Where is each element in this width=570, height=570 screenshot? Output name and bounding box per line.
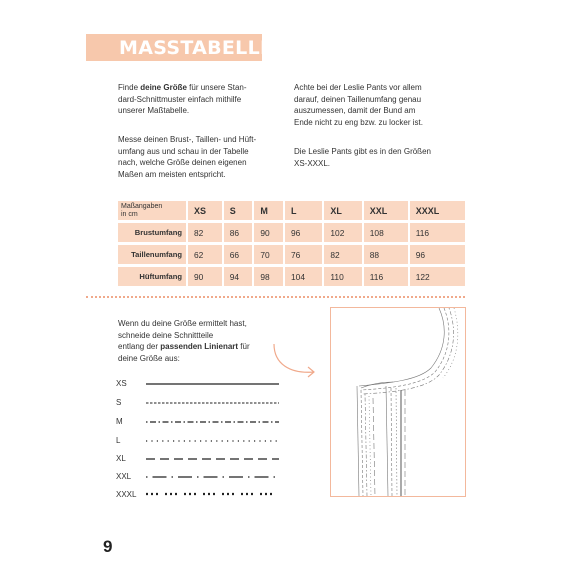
size-header-s: S	[224, 201, 253, 220]
table-row	[118, 245, 465, 264]
table-cell: 94	[224, 267, 253, 286]
table-cell: 116	[364, 267, 408, 286]
text-line: Achte bei der Leslie Pants vor allem	[294, 83, 422, 92]
text-line: Wenn du deine Größe ermittelt hast,	[118, 319, 247, 328]
table-cell: 98	[254, 267, 283, 286]
legend-label-xxl: XXL	[116, 472, 132, 481]
text-line: umfang aus und schau in der Tabelle	[118, 146, 249, 156]
line-sample-solid	[146, 380, 281, 388]
text-run: entlang der	[118, 342, 161, 352]
bold-text: deine Größe	[140, 83, 187, 92]
corner-unit: in cm	[121, 210, 138, 218]
text-line: deine Größe aus:	[118, 353, 180, 363]
intro-right-paragraph-2	[294, 146, 431, 169]
pattern-illustration-frame	[330, 307, 466, 497]
table-cell: 82	[324, 245, 361, 264]
text-line: Die Leslie Pants gibt es in den Größen	[294, 147, 431, 156]
table-cell: 102	[324, 223, 361, 242]
size-header-l: L	[285, 201, 322, 220]
table-header-row	[118, 201, 465, 220]
table-cell: 108	[364, 223, 408, 242]
text-run: für	[238, 342, 250, 352]
table-cell: 82	[188, 223, 222, 242]
size-header-xxxl: XXXL	[410, 201, 465, 220]
table-cell: 76	[285, 245, 322, 264]
table-cell: 110	[324, 267, 361, 286]
size-table	[116, 198, 467, 289]
line-sample-bold-dot-dash	[146, 490, 281, 498]
table-cell: 88	[364, 245, 408, 264]
table-cell: 62	[188, 245, 222, 264]
table-corner-cell	[118, 201, 186, 220]
legend-label-m: M	[116, 417, 123, 426]
text-line: schneide deine Schnittteile	[118, 330, 214, 340]
row-label-bust: Brustumfang	[118, 223, 186, 242]
row-label-hip: Hüftumfang	[118, 267, 186, 286]
line-sample-dashed-long	[146, 455, 281, 463]
table-row	[118, 267, 465, 286]
legend-label-l: L	[116, 436, 121, 445]
text-line: Maßen am meisten entspricht.	[118, 169, 226, 179]
table-cell: 70	[254, 245, 283, 264]
curved-arrow-icon	[268, 340, 324, 382]
table-cell: 90	[188, 267, 222, 286]
table-cell: 96	[410, 245, 465, 264]
text-line: XS-XXXL.	[294, 158, 331, 168]
text-line: darauf, deinen Taillenumfang genau	[294, 94, 422, 104]
text-line: unserer Maßtabelle.	[118, 106, 190, 116]
legend-label-xs: XS	[116, 379, 127, 388]
intro-right-paragraph-1	[294, 82, 423, 128]
corner-label: Maßangaben	[121, 202, 163, 210]
legend-label-s: S	[116, 398, 122, 407]
row-label-waist: Taillenumfang	[118, 245, 186, 264]
text-line: Ende nicht zu eng bzw. zu locker ist.	[294, 117, 423, 127]
line-sample-dash-dot	[146, 418, 281, 426]
table-cell: 116	[410, 223, 465, 242]
pants-pattern-illustration	[331, 308, 465, 496]
page-title: MASSTABELLE	[119, 37, 274, 59]
text-line: Messe deinen Brust-, Taillen- und Hüft-	[118, 135, 257, 144]
intro-left-paragraph-1	[118, 82, 247, 117]
section-divider	[86, 296, 465, 298]
legend-label-xxxl: XXXL	[116, 490, 137, 499]
line-sample-long-dash-dot	[146, 473, 281, 481]
table-cell: 104	[285, 267, 322, 286]
table-cell: 86	[224, 223, 253, 242]
legend-label-xl: XL	[116, 454, 126, 463]
table-cell: 90	[254, 223, 283, 242]
line-sample-dotted	[146, 437, 281, 445]
size-header-xxl: XXL	[364, 201, 408, 220]
table-cell: 122	[410, 267, 465, 286]
size-header-xl: XL	[324, 201, 361, 220]
instructions-paragraph	[118, 318, 250, 364]
text-line: auszumessen, damit der Bund am	[294, 106, 416, 116]
size-header-xs: XS	[188, 201, 222, 220]
intro-left-paragraph-2	[118, 134, 256, 180]
page-number: 9	[103, 537, 113, 556]
text-line: dard-Schnittmuster einfach mithilfe	[118, 94, 242, 104]
text-line: nach, welche Größe deinen eigenen	[118, 158, 247, 168]
text-run: Finde	[118, 83, 141, 92]
table-cell: 66	[224, 245, 253, 264]
bold-text: passenden Linienart	[160, 342, 239, 352]
text-run: für unsere Stan-	[186, 83, 247, 92]
table-cell: 96	[285, 223, 322, 242]
table-row	[118, 223, 465, 242]
line-sample-dashed-fine	[146, 399, 281, 407]
size-header-m: M	[254, 201, 283, 220]
